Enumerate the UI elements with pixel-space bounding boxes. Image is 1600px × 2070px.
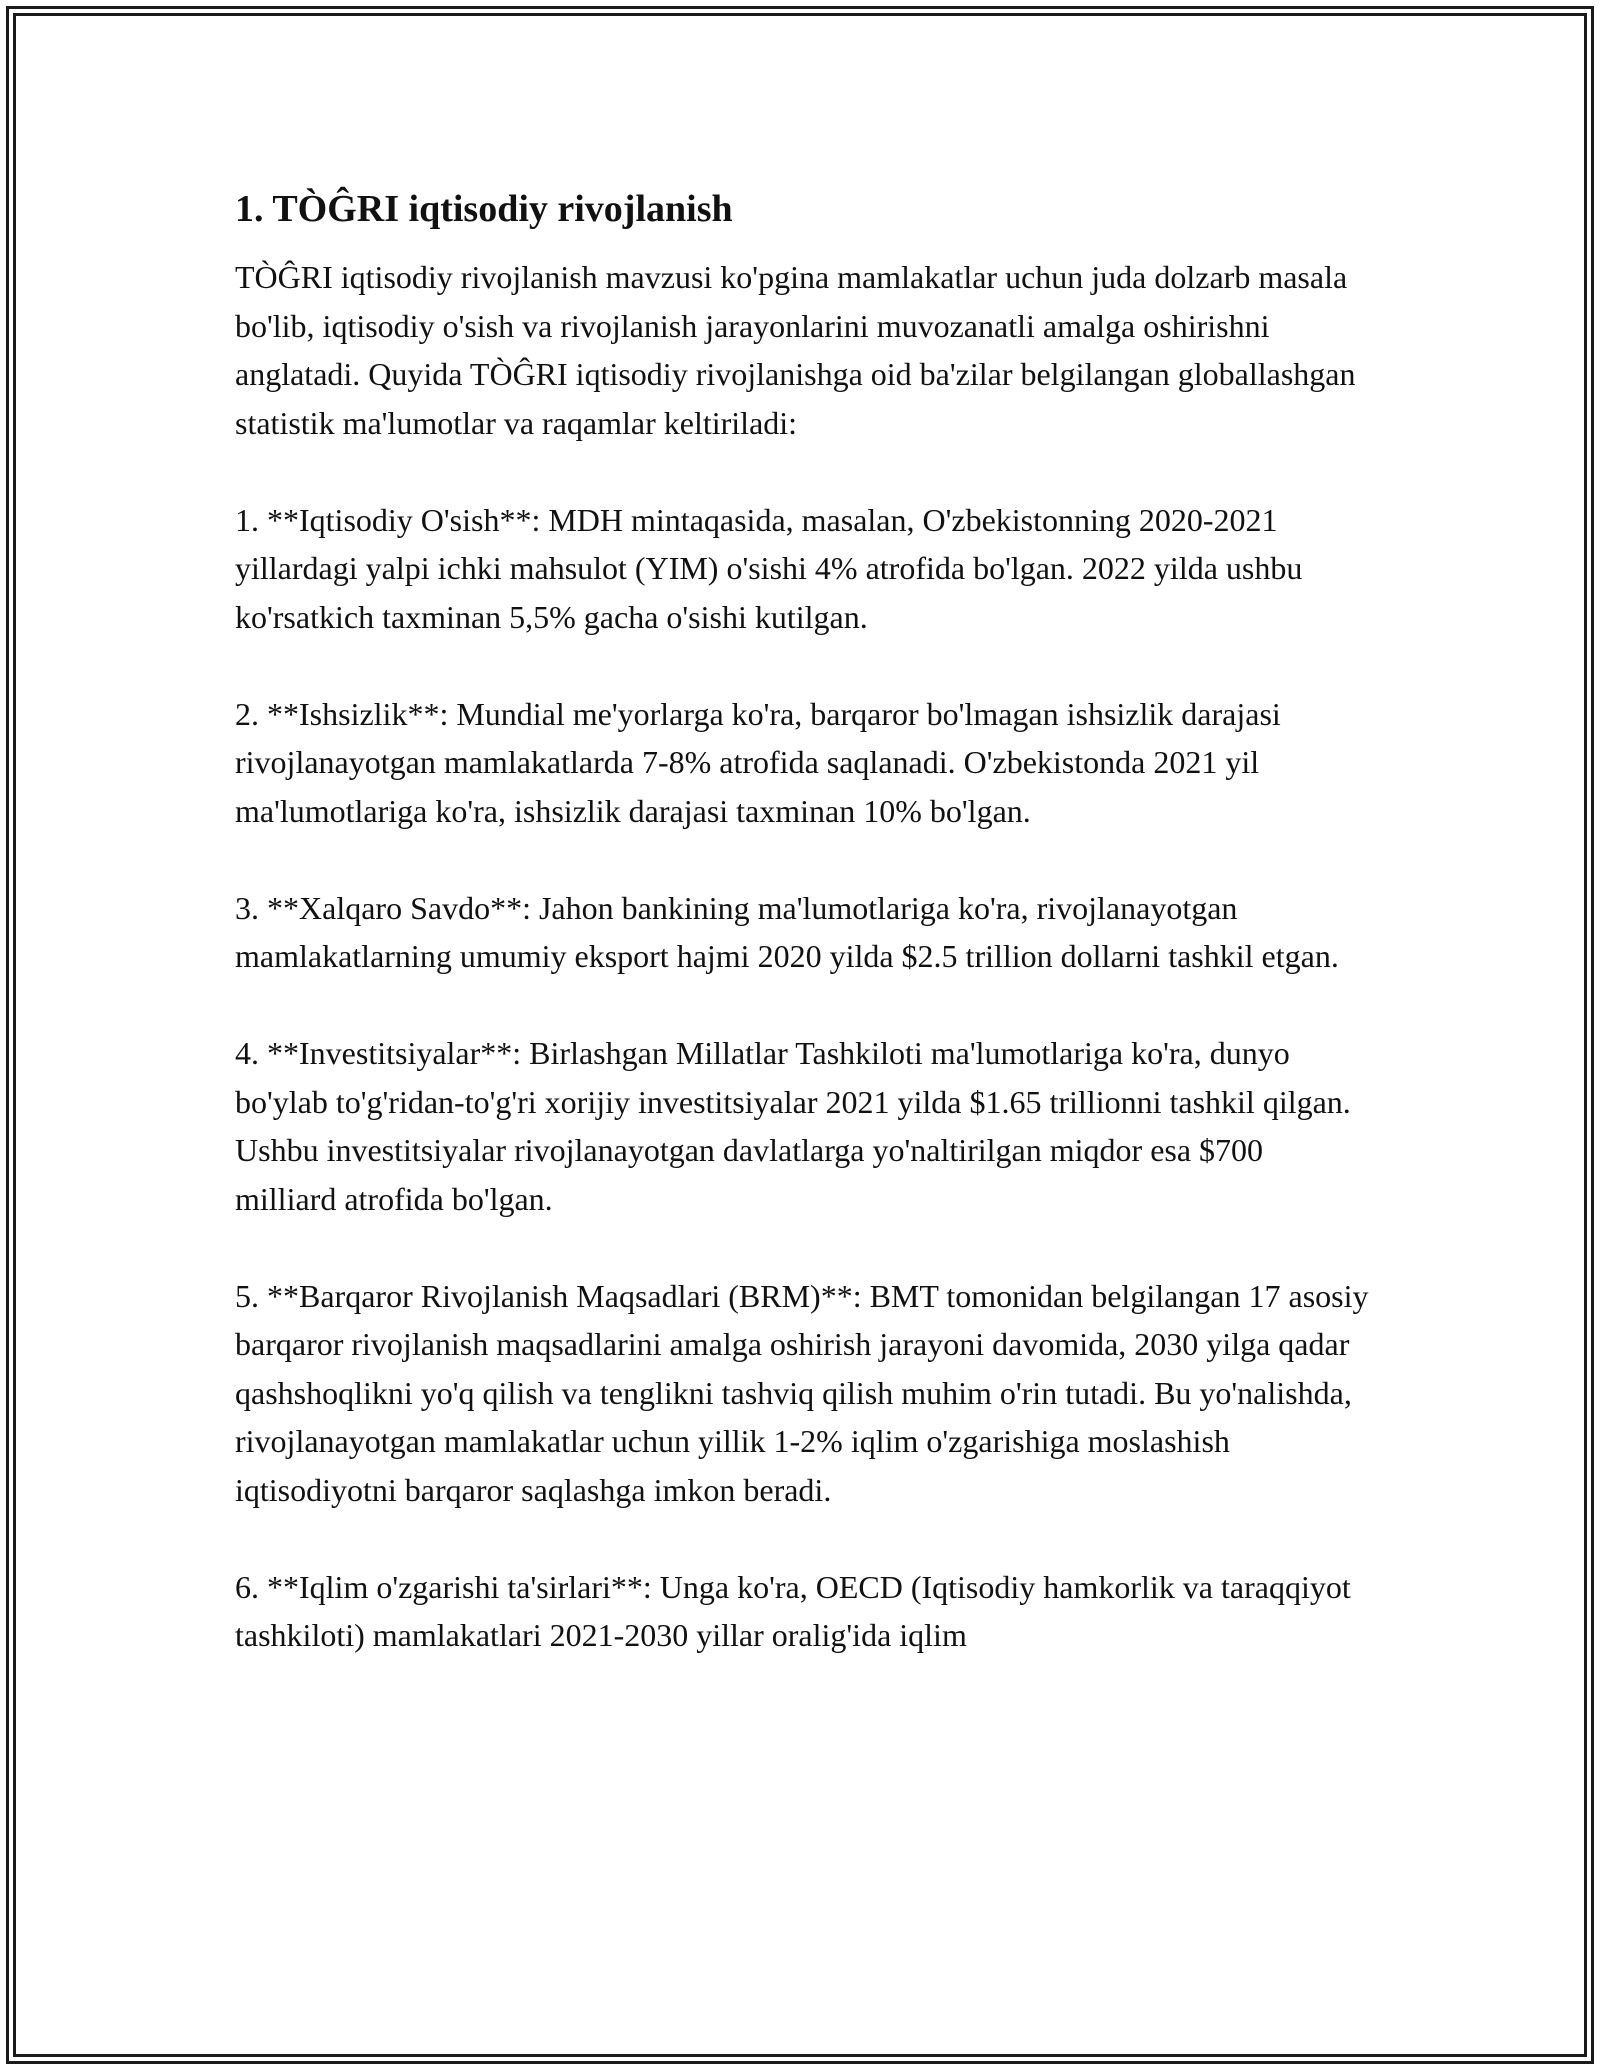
paragraph-unemployment: 2. **Ishsizlik**: Mundial me'yorlarga ko'ra, barqaror bo'lmagan ishsizlik darajasi rivojlanayotgan mamlakatlarda 7-8% atrofida saqlanadi. O'zbekistonda 2021 yil ma'lumotlariga ko'ra, ishsizlik darajasi taxminan 10% bo'lgan. — [235, 695, 1281, 829]
document-page — [235, 185, 1370, 1708]
paragraph-climate-change: 6. **Iqlim o'zgarishi ta'sirlari**: Unga ko'ra, OECD (Iqtisodiy hamkorlik va taraqqiyot tashkiloti) mamlakatlari 2021-2030 yillar oralig'ida iqlim — [235, 1568, 1351, 1653]
document-title: 1. TÒĜRI iqtisodiy rivojlanish — [235, 188, 733, 230]
paragraph-investments: 4. **Investitsiyalar**: Birlashgan Millatlar Tashkiloti ma'lumotlariga ko'ra, dunyo bo'ylab to'g'ridan-to'g'ri xorijiy investitsiyalar 2021 yilda $1.65 trillionni tashkil qilgan. Ushbu investitsiyalar rivojlanayotgan davlatlarga yo'naltirilgan miqdor esa $700 milliard atrofida bo'lgan. — [235, 1035, 1351, 1217]
paragraph-sustainable-development-goals: 5. **Barqaror Rivojlanish Maqsadlari (BRM)**: BMT tomonidan belgilangan 17 asosiy barqaror rivojlanish maqsadlarini amalga oshirish jarayoni davomida, 2030 yilga qadar qashshoqlikni yo'q qilish va tenglikni tashviq qilish muhim o'rin tutadi. Bu yo'nalishda, rivojlanayotgan mamlakatlar uchun yillik 1-2% iqlim o'zgarishiga moslashish iqtisodiyotni barqaror saqlashga imkon beradi. — [235, 1277, 1369, 1508]
intro-paragraph: TÒĜRI iqtisodiy rivojlanish mavzusi ko'pgina mamlakatlar uchun juda dolzarb masala bo'lib, iqtisodiy o'sish va rivojlanish jarayonlarini muvozanatli amalga oshirishni anglatadi. Quyida TÒĜRI iqtisodiy rivojlanishga oid ba'zilar belgilangan globallashgan statistik ma'lumotlar va raqamlar keltiriladi: — [235, 259, 1356, 441]
paragraph-international-trade: 3. **Xalqaro Savdo**: Jahon bankining ma'lumotlariga ko'ra, rivojlanayotgan mamlakatlarning umumiy eksport hajmi 2020 yilda $2.5 trillion dollarni tashkil etgan. — [235, 889, 1339, 974]
paragraph-economic-growth: 1. **Iqtisodiy O'sish**: MDH mintaqasida, masalan, O'zbekistonning 2020-2021 yillardagi yalpi ichki mahsulot (YIM) o'sishi 4% atrofida bo'lgan. 2022 yilda ushbu ko'rsatkich taxminan 5,5% gacha o'sishi kutilgan. — [235, 501, 1303, 635]
